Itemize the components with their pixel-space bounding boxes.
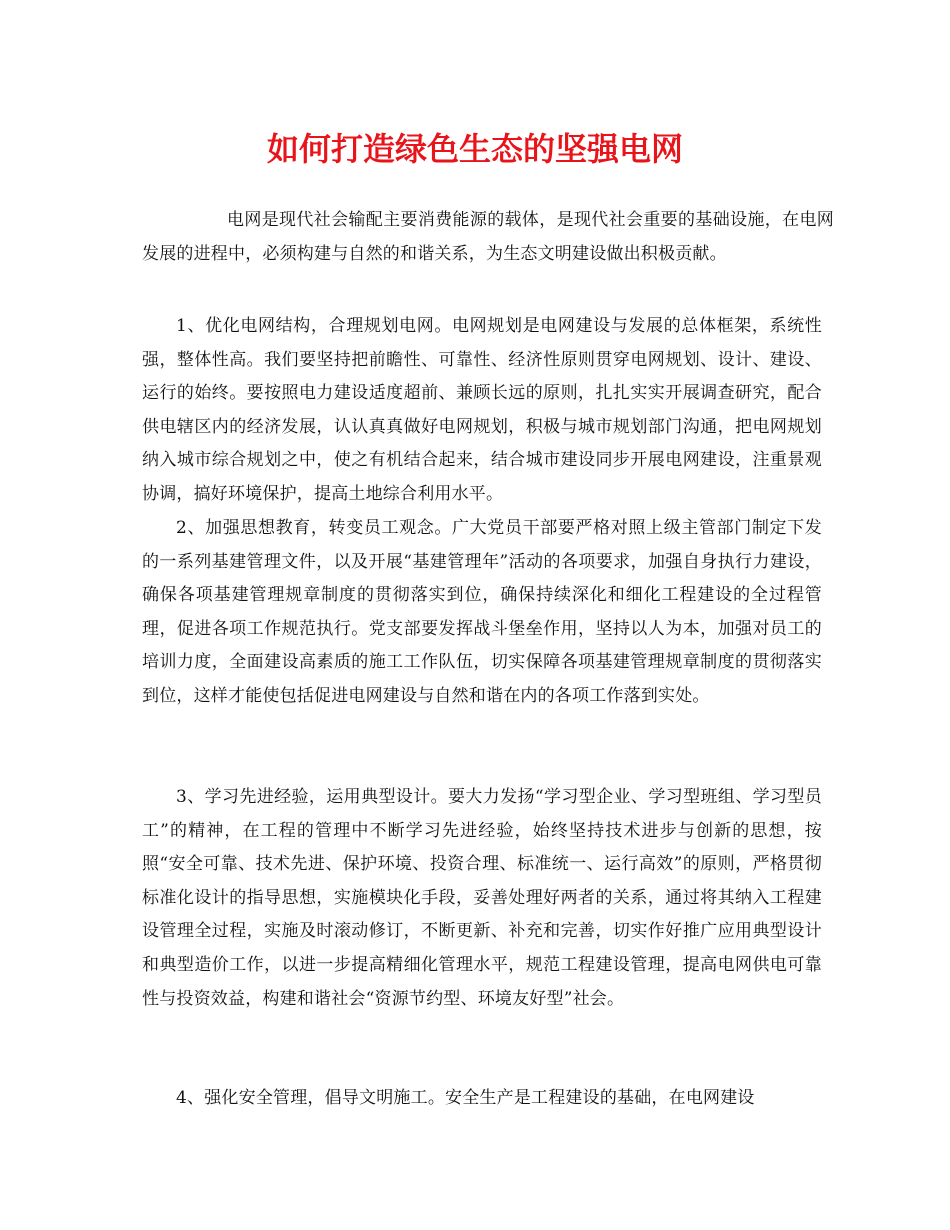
intro-paragraph: 电网是现代社会输配主要消费能源的载体，是现代社会重要的基础设施，在电网发展的进程中，必须构建与自然的和谐关系，为生态文明建设做出积极贡献。 [142,210,834,264]
paragraph-4: 4、强化安全管理，倡导文明施工。安全生产是工程建设的基础，在电网建设 [176,1088,755,1108]
paragraph-3: 3、学习先进经验，运用典型设计。要大力发扬“学习型企业、学习型班组、学习型员工”的精神，在工程的管理中不断学习先进经验，始终坚持技术进步与创新的思想，按照“安全可靠、技术先进、保护环境、投资合理、标准统一、运行高效”的原则，严格贯彻标准化设计的指导思想，实施模块化手段，妥善处理好两者的关系，通过将其纳入工程建设管理全过程，实施及时滚动修订，不断更新、补充和完善，切实作好推广应用典型设计和典型造价工作，以进一步提高精细化管理水平，规范工程建设管理，提高电网供电可靠性与投资效益，构建和谐社会“资源节约型、环境友好型”社会。 [142,787,822,1009]
paragraph-2: 2、加强思想教育，转变员工观念。广大党员干部要严格对照上级主管部门制定下发的一系列基建管理文件，以及开展“基建管理年”活动的各项要求，加强自身执行力建设，确保各项基建管理规章制度的贯彻落实到位，确保持续深化和细化工程建设的全过程管理，促进各项工作规范执行。党支部要发挥战斗堡垒作用，坚持以人为本，加强对员工的培训力度，全面建设高素质的施工工作队伍，切实保障各项基建管理规章制度的贯彻落实到位，这样才能使包括促进电网建设与自然和谐在内的各项工作落到实处。 [142,518,822,706]
document-title: 如何打造绿色生态的坚强电网 [266,130,683,168]
paragraph-1: 1、优化电网结构，合理规划电网。电网规划是电网建设与发展的总体框架，系统性强，整体性高。我们要坚持把前瞻性、可靠性、经济性原则贯穿电网规划、设计、建设、运行的始终。要按照电力建设适度超前、兼顾长远的原则，扎扎实实开展调查研究，配合供电辖区内的经济发展，认认真真做好电网规划，积极与城市规划部门沟通，把电网规划纳入城市综合规划之中，使之有机结合起来，结合城市建设同步开展电网建设，注重景观协调，搞好环境保护，提高土地综合利用水平。 [142,316,822,504]
